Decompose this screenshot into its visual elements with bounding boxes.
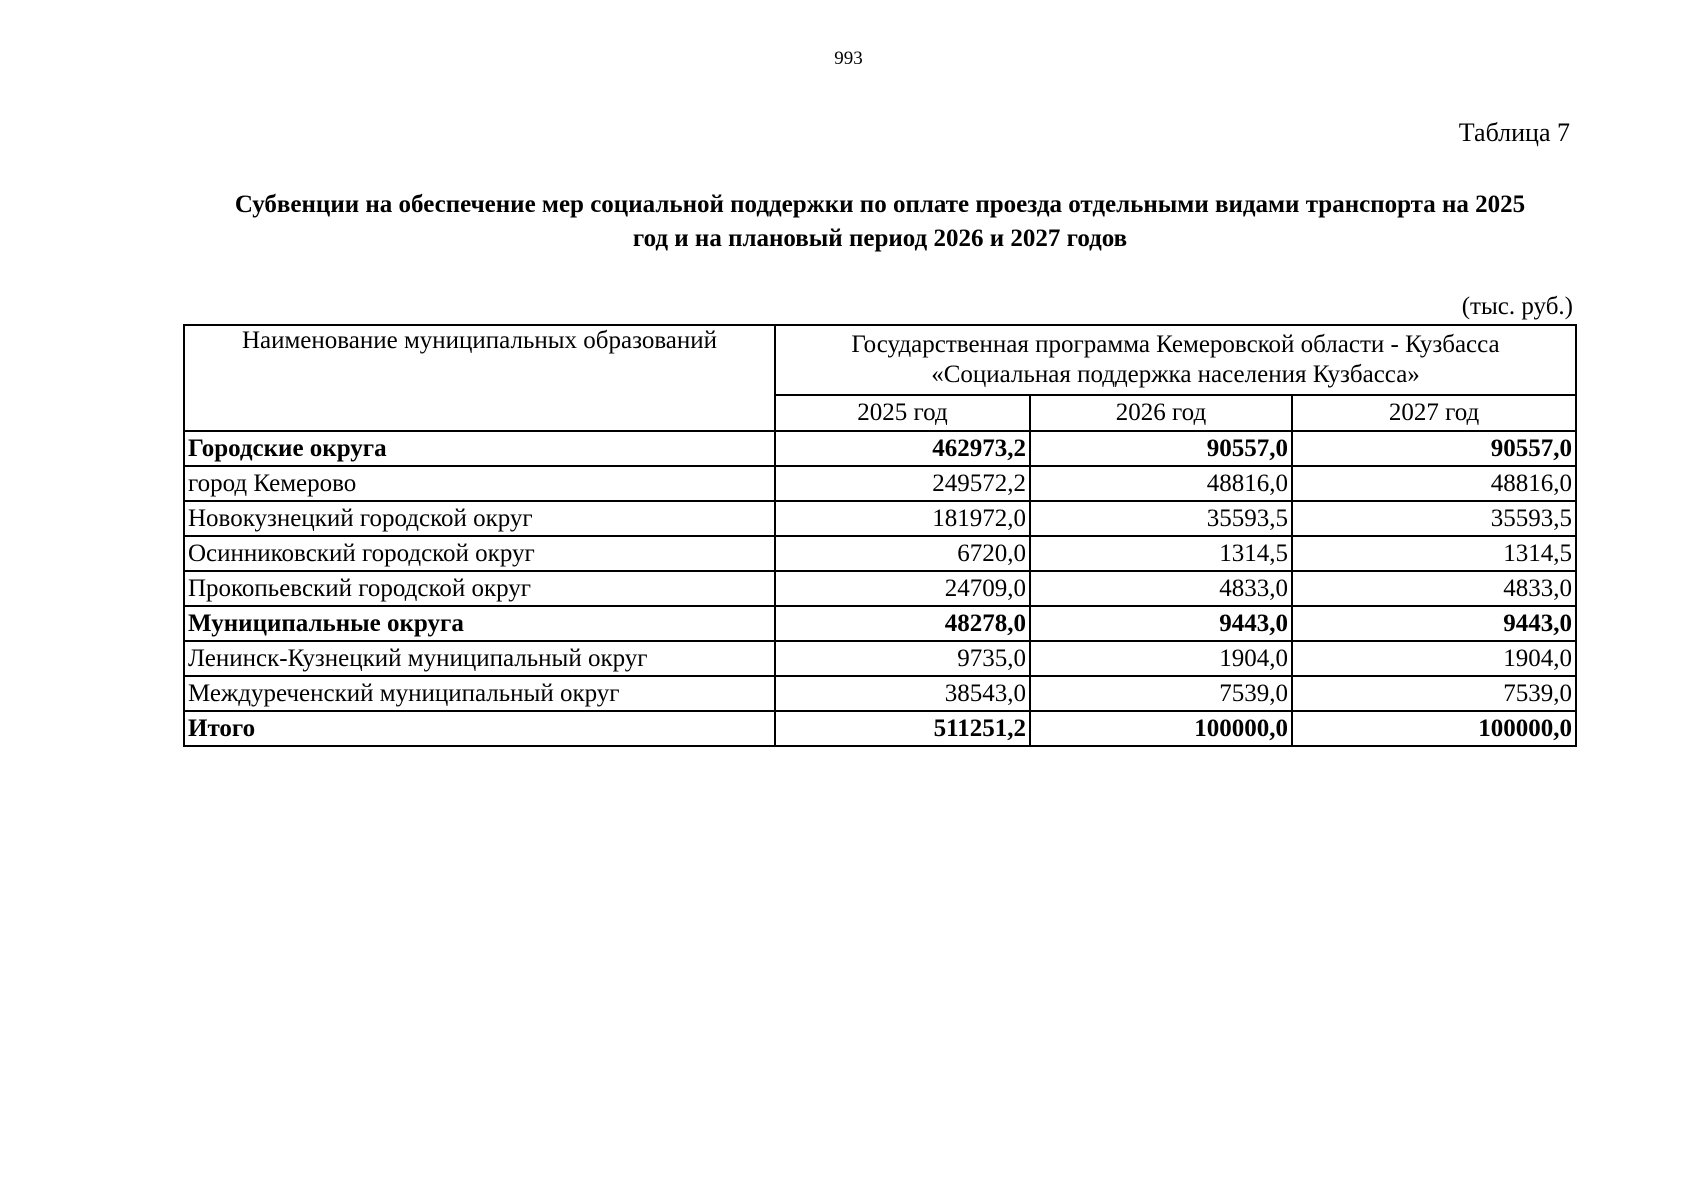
row-value-2025: 6720,0 — [775, 536, 1030, 571]
table-row-municipal-districts — [184, 606, 1576, 641]
row-name: Прокопьевский городской округ — [184, 571, 775, 606]
row-value-2027: 90557,0 — [1292, 431, 1576, 466]
row-value-2025: 181972,0 — [775, 501, 1030, 536]
header-year-2026: 2026 год — [1030, 395, 1292, 431]
header-municipality-name: Наименование муниципальных образований — [184, 325, 775, 431]
row-value-2026: 7539,0 — [1030, 676, 1292, 711]
row-name: Городские округа — [184, 431, 775, 466]
document-title-line-1: Субвенции на обеспечение мер социальной поддержки по оплате проезда отдельными видами транспорта на 2025 — [234, 191, 1526, 218]
page-number: 993 — [834, 48, 863, 69]
table-header-row — [184, 325, 1576, 395]
subsidies-table — [183, 324, 1577, 747]
row-value-2026: 4833,0 — [1030, 571, 1292, 606]
table-row-total — [184, 711, 1576, 746]
row-name: город Кемерово — [184, 466, 775, 501]
row-value-2027: 9443,0 — [1292, 606, 1576, 641]
header-program — [775, 325, 1576, 395]
row-value-2026: 1314,5 — [1030, 536, 1292, 571]
row-value-2027: 1314,5 — [1292, 536, 1576, 571]
row-name: Осинниковский городской округ — [184, 536, 775, 571]
row-value-2026: 48816,0 — [1030, 466, 1292, 501]
row-value-2027: 35593,5 — [1292, 501, 1576, 536]
row-name: Муниципальные округа — [184, 606, 775, 641]
row-value-2025: 48278,0 — [775, 606, 1030, 641]
table-label: Таблица 7 — [1458, 118, 1570, 147]
header-year-2025: 2025 год — [775, 395, 1030, 431]
row-value-2026: 1904,0 — [1030, 641, 1292, 676]
row-value-2025: 38543,0 — [775, 676, 1030, 711]
row-name: Новокузнецкий городской округ — [184, 501, 775, 536]
table-row-urban-districts — [184, 431, 1576, 466]
row-value-2027: 48816,0 — [1292, 466, 1576, 501]
table-row — [184, 571, 1576, 606]
row-value-2025: 249572,2 — [775, 466, 1030, 501]
table-row — [184, 536, 1576, 571]
row-value-2027: 100000,0 — [1292, 711, 1576, 746]
document-title — [180, 188, 1580, 256]
row-name: Итого — [184, 711, 775, 746]
row-value-2027: 7539,0 — [1292, 676, 1576, 711]
table-row — [184, 501, 1576, 536]
row-value-2026: 100000,0 — [1030, 711, 1292, 746]
row-value-2025: 462973,2 — [775, 431, 1030, 466]
row-name: Междуреченский муниципальный округ — [184, 676, 775, 711]
row-value-2026: 90557,0 — [1030, 431, 1292, 466]
row-value-2026: 35593,5 — [1030, 501, 1292, 536]
row-value-2027: 1904,0 — [1292, 641, 1576, 676]
table-row — [184, 676, 1576, 711]
header-program-line-1: Государственная программа Кемеровской области - Кузбасса — [851, 331, 1500, 358]
document-title-line-2: год и на плановый период 2026 и 2027 годов — [632, 225, 1128, 252]
row-value-2025: 511251,2 — [775, 711, 1030, 746]
units-label: (тыс. руб.) — [1461, 293, 1573, 320]
row-value-2025: 9735,0 — [775, 641, 1030, 676]
table-row — [184, 641, 1576, 676]
header-year-2027: 2027 год — [1292, 395, 1576, 431]
row-value-2027: 4833,0 — [1292, 571, 1576, 606]
row-name: Ленинск-Кузнецкий муниципальный округ — [184, 641, 775, 676]
table-row — [184, 466, 1576, 501]
row-value-2025: 24709,0 — [775, 571, 1030, 606]
row-value-2026: 9443,0 — [1030, 606, 1292, 641]
header-program-line-2: «Социальная поддержка населения Кузбасса» — [931, 361, 1420, 388]
